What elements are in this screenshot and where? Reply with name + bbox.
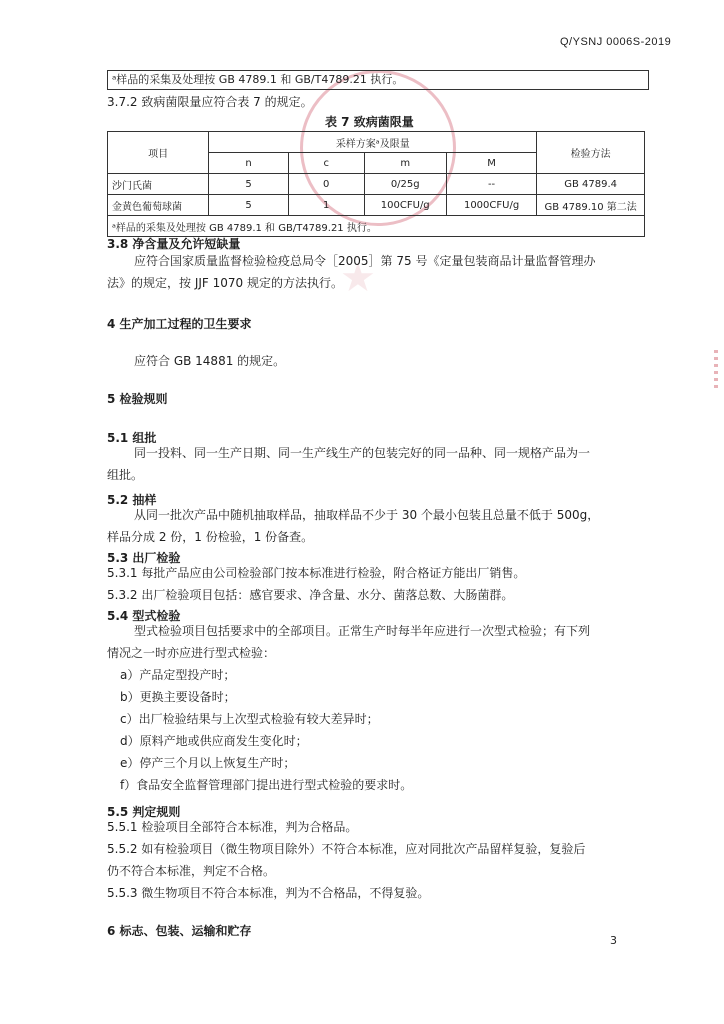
row-c: 1 — [288, 195, 364, 216]
list-item: f）食品安全监督管理部门提出进行型式检验的要求时。 — [120, 778, 413, 792]
section-5-3-title: 5.3 出厂检验 — [107, 551, 181, 565]
row-M: -- — [446, 174, 536, 195]
section-3-8-line1: 应符合国家质量监督检验检疫总局令［2005］第 75 号《定量包装商品计量监督管理办 — [134, 254, 596, 268]
section-5-5-title: 5.5 判定规则 — [107, 805, 181, 819]
table-note-row — [108, 216, 645, 237]
section-5-title: 5 检验规则 — [107, 392, 168, 406]
sample-note-box — [107, 70, 649, 90]
list-item: b）更换主要设备时； — [120, 690, 236, 704]
section-3-8-line2: 法》的规定，按 JJF 1070 规定的方法执行。 — [107, 276, 343, 290]
row-M: 1000CFU/g — [446, 195, 536, 216]
clause-5-5-1: 5.5.1 检验项目全部符合本标准，判为合格品。 — [107, 820, 358, 834]
section-5-4-line2: 情况之一时亦应进行型式检验： — [107, 646, 276, 660]
section-4-title: 4 生产加工过程的卫生要求 — [107, 317, 252, 331]
section-5-1-title: 5.1 组批 — [107, 431, 157, 445]
row-n: 5 — [209, 195, 289, 216]
section-3-8-title: 3.8 净含量及允许短缺量 — [107, 237, 241, 251]
list-item: e）停产三个月以上恢复生产时； — [120, 756, 296, 770]
subheader-n: n — [209, 153, 289, 174]
table-row — [108, 195, 645, 216]
row-method: GB 4789.4 — [537, 174, 645, 195]
table-row — [108, 174, 645, 195]
subheader-M: M — [446, 153, 536, 174]
row-item: 沙门氏菌 — [108, 174, 209, 195]
clause-5-5-3: 5.5.3 微生物项目不符合本标准，判为不合格品，不得复验。 — [107, 886, 430, 900]
clause-5-5-2-line1: 5.5.2 如有检验项目（微生物项目除外）不符合本标准，应对同批次产品留样复验，复验后 — [107, 842, 586, 856]
header-method: 检验方法 — [537, 132, 645, 174]
list-item: c）出厂检验结果与上次型式检验有较大差异时； — [120, 712, 379, 726]
section-5-4-line1: 型式检验项目包括要求中的全部项目。正常生产时每半年应进行一次型式检验；有下列 — [134, 624, 591, 638]
list-item: d）原料产地或供应商发生变化时； — [120, 734, 308, 748]
row-n: 5 — [209, 174, 289, 195]
row-item: 金黄色葡萄球菌 — [108, 195, 209, 216]
section-5-4-title: 5.4 型式检验 — [107, 609, 181, 623]
section-5-2-line2: 样品分成 2 份，1 份检验，1 份备查。 — [107, 530, 314, 544]
seal-star-icon: ★ — [340, 255, 376, 301]
sample-note-text: ᵃ样品的采集及处理按 GB 4789.1 和 GB/T4789.21 执行。 — [112, 73, 404, 86]
table-note: ᵃ样品的采集及处理按 GB 4789.1 和 GB/T4789.21 执行。 — [108, 216, 645, 237]
section-5-2-title: 5.2 抽样 — [107, 493, 157, 507]
clause-5-3-2: 5.3.2 出厂检验项目包括：感官要求、净含量、水分、菌落总数、大肠菌群。 — [107, 588, 514, 602]
list-item: a）产品定型投产时； — [120, 668, 236, 682]
section-4-text: 应符合 GB 14881 的规定。 — [134, 354, 286, 368]
row-m: 0/25g — [364, 174, 446, 195]
clause-3-7-2: 3.7.2 致病菌限量应符合表 7 的规定。 — [107, 95, 313, 109]
row-method: GB 4789.10 第二法 — [537, 195, 645, 216]
header-sampling-plan: 采样方案ᵃ及限量 — [209, 132, 537, 153]
section-5-2-line1: 从同一批次产品中随机抽取样品，抽取样品不少于 30 个最小包装且总量不低于 500g， — [134, 508, 600, 522]
subheader-m: m — [364, 153, 446, 174]
clause-5-3-1: 5.3.1 每批产品应由公司检验部门按本标准进行检验，附合格证方能出厂销售。 — [107, 566, 526, 580]
section-6-title: 6 标志、包装、运输和贮存 — [107, 924, 252, 938]
clause-5-5-2-line2: 仍不符合本标准，判定不合格。 — [107, 864, 276, 878]
pathogen-limit-table — [107, 131, 645, 237]
edge-seal-mark — [714, 350, 718, 390]
section-5-1-line2: 组批。 — [107, 468, 144, 482]
subheader-c: c — [288, 153, 364, 174]
section-5-1-line1: 同一投料、同一生产日期、同一生产线生产的包装完好的同一品种、同一规格产品为一 — [134, 446, 591, 460]
row-c: 0 — [288, 174, 364, 195]
row-m: 100CFU/g — [364, 195, 446, 216]
table-7-title: 表 7 致病菌限量 — [325, 115, 414, 129]
page-number: 3 — [610, 934, 617, 947]
table-header-row — [108, 132, 645, 153]
header-item: 项目 — [108, 132, 209, 174]
document-code: Q/YSNJ 0006S-2019 — [560, 36, 672, 48]
